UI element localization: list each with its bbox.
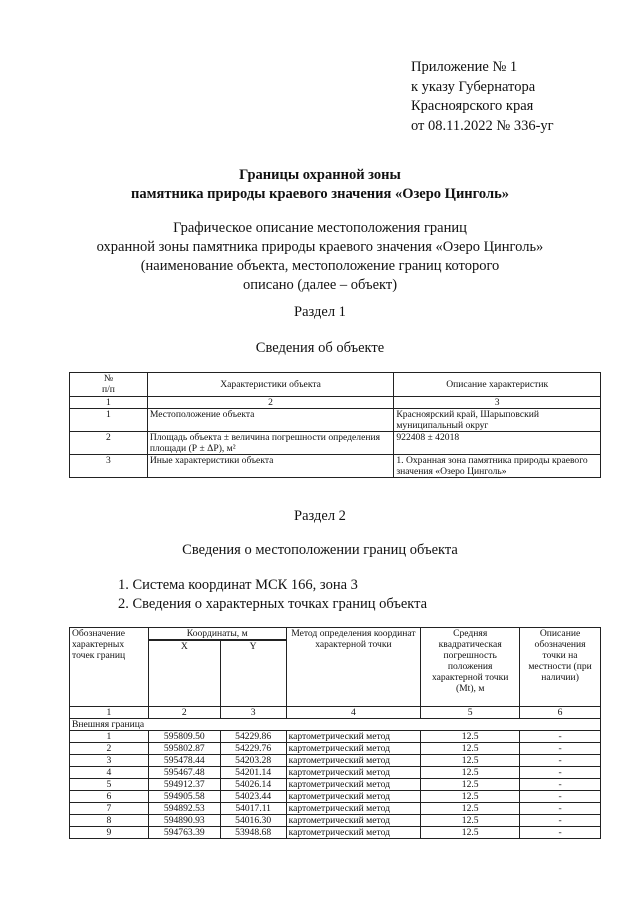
method: картометрический метод xyxy=(286,743,421,755)
header-x: X xyxy=(148,641,220,707)
appendix-line: к указу Губернатора xyxy=(411,78,536,95)
table-row xyxy=(70,743,601,755)
header-method: Метод определения координат характерной точки xyxy=(286,628,421,707)
coord-y: 54229.76 xyxy=(220,743,286,755)
coord-x: 595809.50 xyxy=(148,731,220,743)
header-error: Средняя квадратическая погрешность положения характерной точки (Mt), м xyxy=(421,628,520,707)
coord-y: 54201.14 xyxy=(220,767,286,779)
column-number: 4 xyxy=(286,707,421,719)
error: 12.5 xyxy=(421,827,520,839)
section1-heading: Раздел 1 xyxy=(294,304,346,320)
error: 12.5 xyxy=(421,767,520,779)
coord-x: 594905.58 xyxy=(148,791,220,803)
header-note: Описание обозначения точки на местности (при наличии) xyxy=(520,628,601,707)
coord-y: 54017.11 xyxy=(220,803,286,815)
note: - xyxy=(520,779,601,791)
appendix-line: от 08.11.2022 № 336-уг xyxy=(411,117,554,134)
title-line: Границы охранной зоны xyxy=(239,167,401,183)
section2-heading: Раздел 2 xyxy=(294,508,346,524)
table-row xyxy=(70,779,601,791)
method: картометрический метод xyxy=(286,731,421,743)
column-number: 6 xyxy=(520,707,601,719)
column-number: 2 xyxy=(147,397,394,409)
coord-y: 54203.28 xyxy=(220,755,286,767)
group-label: Внешняя граница xyxy=(70,719,601,731)
header-num: № п/п xyxy=(70,373,148,397)
row-num: 1 xyxy=(70,409,148,432)
point-id: 8 xyxy=(70,815,149,827)
method: картометрический метод xyxy=(286,803,421,815)
note: - xyxy=(520,767,601,779)
coord-x: 594763.39 xyxy=(148,827,220,839)
error: 12.5 xyxy=(421,743,520,755)
table-row xyxy=(70,455,601,478)
coord-x: 595467.48 xyxy=(148,767,220,779)
coord-x: 594892.53 xyxy=(148,803,220,815)
method: картометрический метод xyxy=(286,779,421,791)
points-body xyxy=(70,731,601,839)
coord-x: 594912.37 xyxy=(148,779,220,791)
coord-y: 54026.14 xyxy=(220,779,286,791)
description-line: (наименование объекта, местоположение границ которого xyxy=(140,258,500,274)
header-characteristics: Характеристики объекта xyxy=(147,373,394,397)
column-number: 2 xyxy=(148,707,220,719)
coord-y: 53948.68 xyxy=(220,827,286,839)
header-coords xyxy=(148,628,286,641)
coord-y: 54023.44 xyxy=(220,791,286,803)
object-info-table xyxy=(69,372,601,478)
method: картометрический метод xyxy=(286,755,421,767)
note: - xyxy=(520,791,601,803)
note: - xyxy=(520,803,601,815)
error: 12.5 xyxy=(421,791,520,803)
row-description: Красноярский край, Шарыповский муниципальный округ xyxy=(394,409,601,432)
document-title xyxy=(0,166,640,204)
coord-y: 54229.86 xyxy=(220,731,286,743)
row-description: 922408 ± 42018 xyxy=(394,432,601,455)
section2-subheading: Сведения о местоположении границ объекта xyxy=(182,542,458,558)
coordinate-system-item: 1. Система координат МСК 166, зона 3 xyxy=(118,577,358,593)
column-number: 5 xyxy=(421,707,520,719)
header-description: Описание характеристик xyxy=(394,373,601,397)
description-line: охранной зоны памятника природы краевого значения «Озеро Цинголь» xyxy=(96,239,544,255)
coord-x: 594890.93 xyxy=(148,815,220,827)
error: 12.5 xyxy=(421,731,520,743)
table-row xyxy=(70,755,601,767)
note: - xyxy=(520,815,601,827)
document-description xyxy=(0,219,640,295)
row-characteristic: Площадь объекта ± величина погрешности определения площади (Р ± ΔР), м² xyxy=(147,432,394,455)
table-row xyxy=(70,827,601,839)
description-line: описано (далее – объект) xyxy=(242,277,398,293)
note: - xyxy=(520,827,601,839)
error: 12.5 xyxy=(421,755,520,767)
points-info-item: 2. Сведения о характерных точках границ объекта xyxy=(118,596,428,612)
row-description: 1. Охранная зона памятника природы краевого значения «Озеро Цинголь» xyxy=(394,455,601,478)
method: картометрический метод xyxy=(286,815,421,827)
error: 12.5 xyxy=(421,815,520,827)
error: 12.5 xyxy=(421,803,520,815)
header-point: Обозначение характерных точек границ xyxy=(70,628,149,707)
point-id: 7 xyxy=(70,803,149,815)
method: картометрический метод xyxy=(286,827,421,839)
note: - xyxy=(520,743,601,755)
table-row xyxy=(70,815,601,827)
column-number: 3 xyxy=(394,397,601,409)
point-id: 6 xyxy=(70,791,149,803)
coord-x: 595478.44 xyxy=(148,755,220,767)
table-row xyxy=(70,409,601,432)
note: - xyxy=(520,731,601,743)
row-num: 3 xyxy=(70,455,148,478)
method: картометрический метод xyxy=(286,767,421,779)
point-id: 3 xyxy=(70,755,149,767)
description-line: Графическое описание местоположения границ xyxy=(173,220,467,236)
column-number: 1 xyxy=(70,397,148,409)
row-characteristic: Иные характеристики объекта xyxy=(147,455,394,478)
header-coords-label: Координаты, м xyxy=(149,628,286,640)
point-id: 1 xyxy=(70,731,149,743)
title-line: памятника природы краевого значения «Озеро Цинголь» xyxy=(131,186,509,202)
row-num: 2 xyxy=(70,432,148,455)
column-number: 1 xyxy=(70,707,149,719)
point-id: 9 xyxy=(70,827,149,839)
boundary-points-table xyxy=(69,627,601,839)
method: картометрический метод xyxy=(286,791,421,803)
point-id: 4 xyxy=(70,767,149,779)
column-number: 3 xyxy=(220,707,286,719)
row-characteristic: Местоположение объекта xyxy=(147,409,394,432)
table-row xyxy=(70,731,601,743)
coord-y: 54016.30 xyxy=(220,815,286,827)
appendix-line: Приложение № 1 xyxy=(411,59,518,75)
appendix-line: Красноярского края xyxy=(411,98,534,114)
error: 12.5 xyxy=(421,779,520,791)
appendix-header xyxy=(411,58,554,136)
header-y: Y xyxy=(220,641,286,707)
coord-x: 595802.87 xyxy=(148,743,220,755)
section1-subheading: Сведения об объекте xyxy=(255,340,385,356)
table-row xyxy=(70,432,601,455)
note: - xyxy=(520,755,601,767)
table-row xyxy=(70,767,601,779)
table-row xyxy=(70,791,601,803)
table-row xyxy=(70,803,601,815)
point-id: 2 xyxy=(70,743,149,755)
point-id: 5 xyxy=(70,779,149,791)
